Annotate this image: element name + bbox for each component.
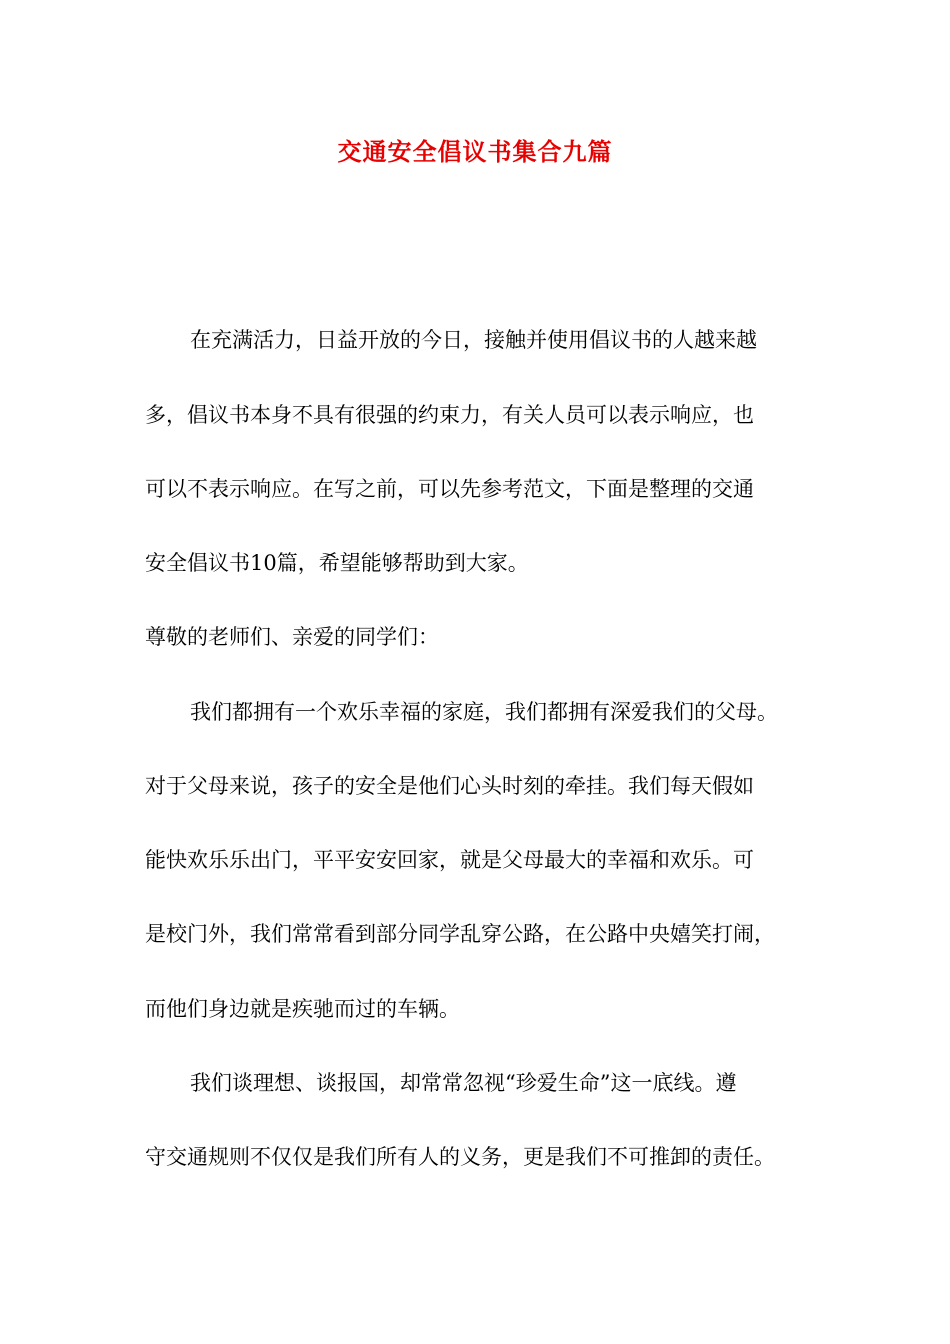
paragraph-line-9: 是校门外，我们常常看到部分同学乱穿公路，在公路中央嬉笑打闹，	[145, 922, 775, 946]
paragraph-line-4: 安全倡议书10篇，希望能够帮助到大家。	[145, 551, 529, 575]
paragraph-line-6: 我们都拥有一个欢乐幸福的家庭，我们都拥有深爱我们的父母。	[190, 700, 778, 724]
paragraph-line-7: 对于父母来说，孩子的安全是他们心头时刻的牵挂。我们每天假如	[145, 774, 754, 798]
paragraph-line-12: 守交通规则不仅仅是我们所有人的义务，更是我们不可推卸的责任。	[145, 1145, 775, 1169]
paragraph-line-2: 多，倡议书本身不具有很强的约束力，有关人员可以表示响应，也	[145, 403, 754, 427]
paragraph-line-10: 而他们身边就是疾驰而过的车辆。	[145, 997, 460, 1021]
paragraph-line-8: 能快欢乐乐出门，平平安安回家，就是父母最大的幸福和欢乐。可	[145, 848, 754, 872]
paragraph-line-3: 可以不表示响应。在写之前，可以先参考范文，下面是整理的交通	[145, 477, 754, 501]
salutation: 尊敬的老师们、亲爱的同学们：	[145, 625, 439, 649]
document-title: 交通安全倡议书集合九篇	[337, 137, 613, 166]
paragraph-line-1: 在充满活力，日益开放的今日，接触并使用倡议书的人越来越	[190, 328, 757, 352]
paragraph-line-11: 我们谈理想、谈报国，却常常忽视“珍爱生命”这一底线。遵	[190, 1071, 737, 1095]
